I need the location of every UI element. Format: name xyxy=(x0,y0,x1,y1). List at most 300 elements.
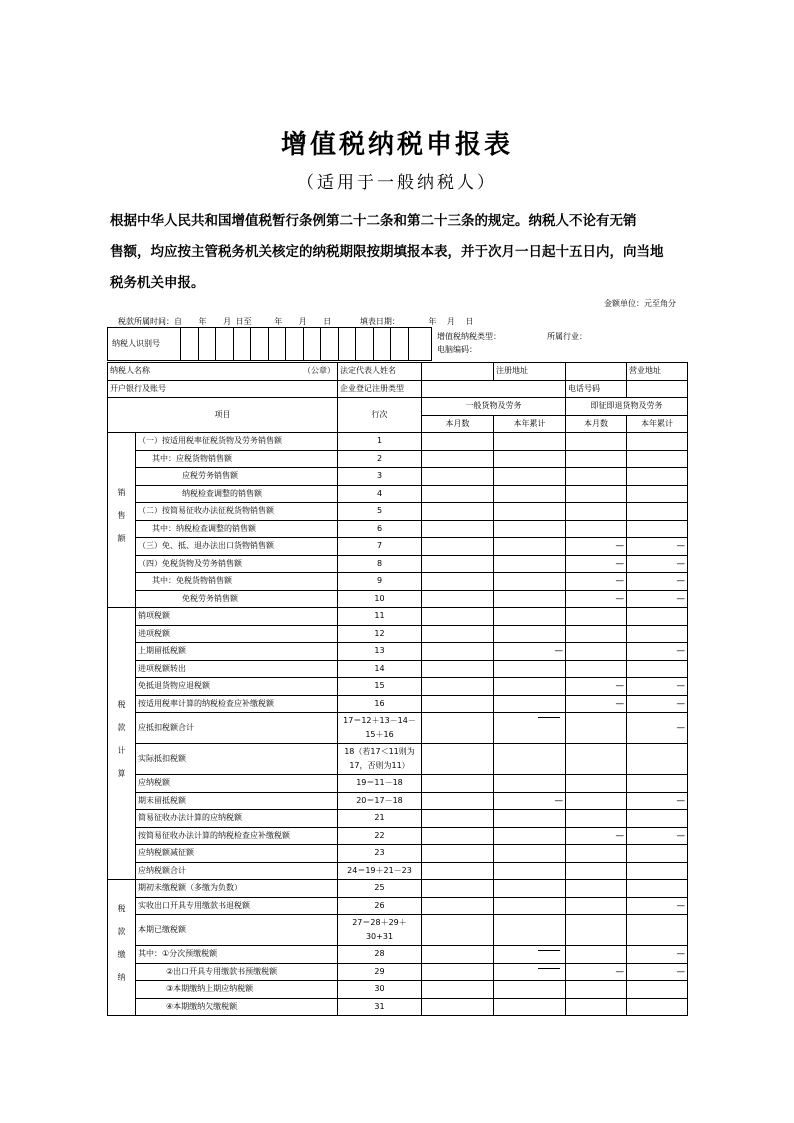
cell-refund-ytd xyxy=(627,555,688,573)
cell-general-this-month[interactable] xyxy=(422,520,494,538)
row-item-label: 纳税检查调整的销售额 xyxy=(136,485,338,503)
cell-refund-ytd[interactable] xyxy=(627,998,688,1016)
row-item-label: 本期已缴税额 xyxy=(136,915,338,946)
not-applicable-dash: ---- xyxy=(676,558,684,568)
col-header-ytd: 本年累计 xyxy=(627,415,688,433)
fill-month[interactable]: 月 xyxy=(446,317,455,326)
table-row xyxy=(108,433,688,451)
cell-refund-this-month[interactable] xyxy=(566,946,627,964)
taxpayer-info xyxy=(437,330,587,356)
col-header-ytd: 本年累计 xyxy=(494,415,566,433)
cell-general-this-month[interactable] xyxy=(422,450,494,468)
cell-refund-ytd[interactable] xyxy=(627,520,688,538)
cell-general-ytd[interactable] xyxy=(494,880,566,898)
not-applicable-dash: ---- xyxy=(676,723,684,732)
cell-refund-ytd[interactable] xyxy=(627,775,688,793)
col-header-refund: 即征即退货物及劳务 xyxy=(566,398,688,416)
row-item-label: （四）免税货物及劳务销售额 xyxy=(136,555,338,573)
cell-refund-ytd xyxy=(627,963,688,981)
row-line-number: 15 xyxy=(338,678,422,696)
row-item-label: 按简易征收办法计算的纳税检查应补缴税额 xyxy=(136,827,338,845)
cell-refund-ytd xyxy=(627,897,688,915)
col-header-item: 项目 xyxy=(108,398,338,433)
cell-general-ytd[interactable] xyxy=(494,897,566,915)
row-line-number: 20＝17－18 xyxy=(338,792,422,810)
taxpayer-id-digit-cell[interactable] xyxy=(233,328,251,360)
taxpayer-id-digit-cell[interactable] xyxy=(285,328,303,360)
taxpayer-id-digit-cell[interactable] xyxy=(198,328,216,360)
cell-general-ytd xyxy=(494,946,566,964)
cell-general-this-month[interactable] xyxy=(422,695,494,713)
fill-year[interactable]: 年 xyxy=(428,317,437,326)
table-row xyxy=(108,503,688,521)
table-row xyxy=(108,845,688,863)
cell-refund-this-month xyxy=(566,827,627,845)
cell-general-ytd[interactable] xyxy=(494,485,566,503)
reg-address-value[interactable] xyxy=(566,363,627,381)
row-item-label: 按适用税率计算的纳税检查应补缴税额 xyxy=(136,695,338,713)
cell-refund-this-month xyxy=(566,678,627,696)
cell-general-this-month[interactable] xyxy=(422,981,494,999)
taxpayer-id-label: 纳税人识别号 xyxy=(112,339,160,348)
cell-general-ytd[interactable] xyxy=(494,862,566,880)
cell-refund-this-month[interactable] xyxy=(566,915,627,946)
row-line-number: 5 xyxy=(338,503,422,521)
cell-refund-ytd[interactable] xyxy=(627,810,688,828)
cell-refund-this-month[interactable] xyxy=(566,792,627,810)
row-line-number: 28 xyxy=(338,946,422,964)
cell-general-this-month[interactable] xyxy=(422,503,494,521)
cell-refund-ytd[interactable] xyxy=(627,485,688,503)
row-line-number: 18（若17＜11则为17，否则为11） xyxy=(338,744,422,775)
table-row xyxy=(108,713,688,744)
cell-refund-ytd[interactable] xyxy=(627,981,688,999)
cell-refund-ytd[interactable] xyxy=(627,433,688,451)
row-item-label: 免税劳务销售额 xyxy=(136,590,338,608)
phone-value[interactable] xyxy=(627,380,688,398)
row-line-number: 1 xyxy=(338,433,422,451)
table-row xyxy=(108,695,688,713)
cell-general-ytd xyxy=(494,792,566,810)
cell-refund-ytd[interactable] xyxy=(627,845,688,863)
not-applicable-dash: ---- xyxy=(676,830,684,840)
cell-refund-ytd[interactable] xyxy=(627,450,688,468)
cell-refund-this-month[interactable] xyxy=(566,998,627,1016)
taxpayer-id-digit-cell[interactable] xyxy=(268,328,286,360)
table-row xyxy=(108,450,688,468)
period-month-from[interactable]: 月 xyxy=(223,317,232,326)
cell-general-ytd[interactable] xyxy=(494,810,566,828)
taxpayer-id-digit-cell[interactable] xyxy=(215,328,233,360)
row-item-label: 实收出口开具专用缴款书退税额 xyxy=(136,897,338,915)
cell-refund-this-month xyxy=(566,590,627,608)
cell-general-ytd[interactable] xyxy=(494,678,566,696)
table-row xyxy=(108,998,688,1016)
computer-code-label: 电脑编码： xyxy=(437,345,477,354)
cell-general-this-month[interactable] xyxy=(422,880,494,898)
cell-refund-ytd[interactable] xyxy=(627,744,688,775)
cell-refund-this-month[interactable] xyxy=(566,845,627,863)
not-applicable-line xyxy=(538,717,560,718)
not-applicable-dash: ---- xyxy=(676,949,684,959)
cell-general-ytd[interactable] xyxy=(494,538,566,556)
row-line-number: 14 xyxy=(338,660,422,678)
cell-refund-this-month[interactable] xyxy=(566,643,627,661)
cell-refund-ytd xyxy=(627,643,688,661)
cell-general-ytd[interactable] xyxy=(494,608,566,626)
legal-rep-label: 法定代表人姓名 xyxy=(338,363,422,381)
cell-refund-ytd xyxy=(627,538,688,556)
amount-unit: 金额单位：元至角分 xyxy=(604,299,676,308)
row-line-number: 11 xyxy=(338,608,422,626)
taxpayer-id-digit-cell[interactable] xyxy=(338,328,356,360)
biz-address-label: 营业地址 xyxy=(627,363,688,381)
cell-general-ytd xyxy=(494,713,566,744)
col-header-this-month: 本月数 xyxy=(422,415,494,433)
cell-general-this-month[interactable] xyxy=(422,862,494,880)
row-item-label: 应税劳务销售额 xyxy=(136,468,338,486)
cell-refund-ytd[interactable] xyxy=(627,625,688,643)
row-item-label: ②出口开具专用缴款书预缴税额 xyxy=(136,963,338,981)
cell-general-this-month[interactable] xyxy=(422,998,494,1016)
taxpayer-name-cell[interactable] xyxy=(108,363,338,381)
not-applicable-dash: ---- xyxy=(615,966,623,976)
row-item-label: 期初未缴税额（多缴为负数） xyxy=(136,880,338,898)
table-row xyxy=(108,485,688,503)
cell-general-this-month[interactable] xyxy=(422,845,494,863)
period-month-to[interactable]: 月 xyxy=(298,317,307,326)
table-row xyxy=(108,880,688,898)
table-row xyxy=(108,538,688,556)
cell-refund-ytd[interactable] xyxy=(627,915,688,946)
taxpayer-id-box xyxy=(107,327,432,361)
row-item-label: 进项税额转出 xyxy=(136,660,338,678)
row-line-number: 19＝11－18 xyxy=(338,775,422,793)
taxpayer-id-digit-cell[interactable] xyxy=(390,328,408,360)
table-row xyxy=(108,963,688,981)
cell-general-this-month[interactable] xyxy=(422,643,494,661)
row-line-number: 27＝28＋29＋30+31 xyxy=(338,915,422,946)
cell-refund-ytd[interactable] xyxy=(627,468,688,486)
cell-refund-ytd[interactable] xyxy=(627,608,688,626)
cell-general-this-month[interactable] xyxy=(422,468,494,486)
reg-address-label: 注册地址 xyxy=(494,363,566,381)
row-line-number: 23 xyxy=(338,845,422,863)
cell-refund-ytd xyxy=(627,713,688,744)
period-year-from[interactable]: 年 xyxy=(198,317,207,326)
cell-general-ytd[interactable] xyxy=(494,450,566,468)
taxpayer-id-digit-cell[interactable] xyxy=(250,328,268,360)
cell-general-this-month[interactable] xyxy=(422,538,494,556)
not-applicable-dash: ---- xyxy=(554,646,562,656)
cell-general-this-month[interactable] xyxy=(422,744,494,775)
cell-refund-this-month[interactable] xyxy=(566,981,627,999)
cell-general-this-month[interactable] xyxy=(422,608,494,626)
row-item-label: 其中：免税货物销售额 xyxy=(136,573,338,591)
cell-general-ytd[interactable] xyxy=(494,555,566,573)
cell-general-ytd[interactable] xyxy=(494,573,566,591)
table-row xyxy=(108,827,688,845)
cell-general-this-month[interactable] xyxy=(422,963,494,981)
bank-account-label: 开户银行及账号 xyxy=(108,380,338,398)
cell-refund-this-month[interactable] xyxy=(566,485,627,503)
table-row xyxy=(108,573,688,591)
taxpayer-id-digit-cell[interactable] xyxy=(373,328,391,360)
not-applicable-dash: ---- xyxy=(554,795,562,805)
row-item-label: 应纳税额合计 xyxy=(136,862,338,880)
cell-refund-this-month xyxy=(566,695,627,713)
period-day-to[interactable]: 日至 xyxy=(235,317,252,326)
cell-general-ytd[interactable] xyxy=(494,590,566,608)
row-line-number: 4 xyxy=(338,485,422,503)
cell-refund-ytd xyxy=(627,946,688,964)
taxpayer-name-label: 纳税人名称 xyxy=(110,366,150,376)
row-item-label: 实际抵扣税额 xyxy=(136,744,338,775)
cell-refund-ytd xyxy=(627,573,688,591)
cell-general-ytd[interactable] xyxy=(494,998,566,1016)
cell-refund-this-month[interactable] xyxy=(566,608,627,626)
not-applicable-dash: ---- xyxy=(615,558,623,568)
cell-general-this-month[interactable] xyxy=(422,810,494,828)
row-line-number: 6 xyxy=(338,520,422,538)
cell-general-ytd[interactable] xyxy=(494,775,566,793)
cell-general-this-month[interactable] xyxy=(422,555,494,573)
cell-general-this-month[interactable] xyxy=(422,678,494,696)
row-item-label: 进项税额 xyxy=(136,625,338,643)
cell-refund-this-month[interactable] xyxy=(566,880,627,898)
table-row xyxy=(108,897,688,915)
cell-refund-this-month[interactable] xyxy=(566,713,627,744)
form-title: 增值税纳税申报表 xyxy=(280,130,513,160)
row-line-number: 8 xyxy=(338,555,422,573)
row-line-number: 12 xyxy=(338,625,422,643)
cell-general-this-month[interactable] xyxy=(422,775,494,793)
cell-general-this-month[interactable] xyxy=(422,590,494,608)
not-applicable-dash: ---- xyxy=(615,593,623,603)
group-label-tax-calc: 税 款 计 算 xyxy=(108,608,136,880)
cell-refund-this-month[interactable] xyxy=(566,810,627,828)
intro-paragraph xyxy=(110,206,688,299)
cell-general-this-month[interactable] xyxy=(422,827,494,845)
col-header-line: 行次 xyxy=(338,398,422,433)
taxpayer-id-digit-cells[interactable] xyxy=(180,328,425,360)
intro-line: 根据中华人民共和国增值税暂行条例第二十二条和第二十三条的规定。纳税人不论有无销 xyxy=(110,213,637,229)
cell-general-this-month[interactable] xyxy=(422,946,494,964)
table-row xyxy=(108,775,688,793)
row-item-label: 销项税额 xyxy=(136,608,338,626)
table-row xyxy=(108,946,688,964)
row-line-number: 31 xyxy=(338,998,422,1016)
cell-general-ytd[interactable] xyxy=(494,520,566,538)
row-item-label: ③本期缴纳上期应纳税额 xyxy=(136,981,338,999)
table-row xyxy=(108,643,688,661)
taxpayer-id-digit-cell[interactable] xyxy=(303,328,321,360)
cell-general-ytd[interactable] xyxy=(494,915,566,946)
row-line-number: 21 xyxy=(338,810,422,828)
cell-refund-ytd xyxy=(627,695,688,713)
cell-refund-ytd xyxy=(627,678,688,696)
cell-general-ytd[interactable] xyxy=(494,625,566,643)
cell-refund-this-month[interactable] xyxy=(566,862,627,880)
row-line-number: 17＝12＋13－14－15＋16 xyxy=(338,713,422,744)
row-item-label: 应抵扣税额合计 xyxy=(136,713,338,744)
cell-refund-this-month[interactable] xyxy=(566,450,627,468)
reg-type-value[interactable] xyxy=(422,380,566,398)
cell-general-ytd[interactable] xyxy=(494,503,566,521)
table-row xyxy=(108,792,688,810)
table-row xyxy=(108,862,688,880)
row-line-number: 24＝19＋21－23 xyxy=(338,862,422,880)
row-line-number: 22 xyxy=(338,827,422,845)
cell-general-this-month[interactable] xyxy=(422,485,494,503)
table-row xyxy=(108,744,688,775)
table-row xyxy=(108,590,688,608)
phone-label: 电话号码 xyxy=(566,380,627,398)
cell-general-this-month[interactable] xyxy=(422,915,494,946)
row-item-label: 免抵退货物应退税额 xyxy=(136,678,338,696)
not-applicable-dash: ---- xyxy=(676,966,684,976)
not-applicable-dash: ---- xyxy=(676,646,684,656)
row-line-number: 13 xyxy=(338,643,422,661)
row-line-number: 30 xyxy=(338,981,422,999)
cell-refund-this-month[interactable] xyxy=(566,468,627,486)
row-line-number: 10 xyxy=(338,590,422,608)
cell-general-ytd[interactable] xyxy=(494,744,566,775)
vat-return-table xyxy=(107,362,688,1016)
not-applicable-dash: ---- xyxy=(615,698,623,708)
row-item-label: 应纳税额减征额 xyxy=(136,845,338,863)
cell-refund-this-month[interactable] xyxy=(566,897,627,915)
row-item-label: 简易征收办法计算的应纳税额 xyxy=(136,810,338,828)
table-row xyxy=(108,468,688,486)
cell-general-ytd[interactable] xyxy=(494,845,566,863)
tax-period-line xyxy=(118,316,473,327)
legal-rep-value[interactable] xyxy=(422,363,494,381)
row-item-label: 应纳税额 xyxy=(136,775,338,793)
cell-general-ytd[interactable] xyxy=(494,433,566,451)
taxpayer-id-digit-cell[interactable] xyxy=(180,328,198,360)
cell-general-ytd[interactable] xyxy=(494,695,566,713)
not-applicable-dash: ---- xyxy=(676,900,684,910)
not-applicable-dash: ---- xyxy=(615,830,623,840)
vat-type-label: 增值税纳税类型： xyxy=(437,332,501,341)
cell-refund-this-month[interactable] xyxy=(566,433,627,451)
row-item-label: ④本期缴纳欠缴税额 xyxy=(136,998,338,1016)
intro-line: 税务机关申报。 xyxy=(110,275,205,291)
row-line-number: 3 xyxy=(338,468,422,486)
taxpayer-id-block xyxy=(107,327,687,361)
not-applicable-dash: ---- xyxy=(676,593,684,603)
reg-type-label: 企业登记注册类型 xyxy=(338,380,422,398)
cell-general-ytd[interactable] xyxy=(494,468,566,486)
not-applicable-line xyxy=(538,950,560,951)
cell-refund-this-month[interactable] xyxy=(566,520,627,538)
not-applicable-dash: ---- xyxy=(676,681,684,691)
not-applicable-line xyxy=(538,968,560,969)
group-label-tax-payment: 税 款 缴 纳 xyxy=(108,880,136,1016)
row-item-label: 期末留抵税额 xyxy=(136,792,338,810)
cell-general-this-month[interactable] xyxy=(422,660,494,678)
not-applicable-dash: ---- xyxy=(676,576,684,586)
taxpayer-id-digit-cell[interactable] xyxy=(408,328,426,360)
not-applicable-dash: ---- xyxy=(676,795,684,805)
taxpayer-id-digit-cell[interactable] xyxy=(355,328,373,360)
form-subtitle: （适用于一般纳税人） xyxy=(297,173,497,193)
table-row xyxy=(108,660,688,678)
cell-general-this-month[interactable] xyxy=(422,625,494,643)
row-item-label: 上期留抵税额 xyxy=(136,643,338,661)
table-row xyxy=(108,981,688,999)
cell-refund-ytd[interactable] xyxy=(627,503,688,521)
cell-general-ytd[interactable] xyxy=(494,660,566,678)
cell-refund-this-month[interactable] xyxy=(566,660,627,678)
row-line-number: 26 xyxy=(338,897,422,915)
row-line-number: 16 xyxy=(338,695,422,713)
fill-date-label: 填表日期： xyxy=(359,317,400,326)
not-applicable-dash: ---- xyxy=(676,698,684,708)
row-item-label: （三）免、抵、退办法出口货物销售额 xyxy=(136,538,338,556)
cell-refund-ytd[interactable] xyxy=(627,660,688,678)
table-row xyxy=(108,810,688,828)
cell-refund-this-month[interactable] xyxy=(566,503,627,521)
row-line-number: 2 xyxy=(338,450,422,468)
intro-line: 售额，均应按主管税务机关核定的纳税期限按期填报本表，并于次月一日起十五日内，向当地 xyxy=(110,244,664,260)
not-applicable-dash: ---- xyxy=(615,576,623,586)
cell-refund-ytd[interactable] xyxy=(627,862,688,880)
cell-general-this-month[interactable] xyxy=(422,573,494,591)
cell-refund-this-month xyxy=(566,573,627,591)
cell-general-ytd xyxy=(494,963,566,981)
col-header-this-month: 本月数 xyxy=(566,415,627,433)
row-line-number: 9 xyxy=(338,573,422,591)
row-item-label: （一）按适用税率征税货物及劳务销售额 xyxy=(136,433,338,451)
seal-label: （公章） xyxy=(303,366,335,376)
row-item-label: （二）按简易征收办法征税货物销售额 xyxy=(136,503,338,521)
taxpayer-id-digit-cell[interactable] xyxy=(320,328,338,360)
table-row xyxy=(108,608,688,626)
row-line-number: 7 xyxy=(338,538,422,556)
group-label-sales: 销 售 额 xyxy=(108,433,136,608)
period-year-to[interactable]: 年 xyxy=(274,317,283,326)
cell-general-ytd[interactable] xyxy=(494,981,566,999)
cell-general-this-month[interactable] xyxy=(422,713,494,744)
table-row xyxy=(108,555,688,573)
row-line-number: 29 xyxy=(338,963,422,981)
cell-refund-ytd[interactable] xyxy=(627,880,688,898)
not-applicable-dash: ---- xyxy=(615,541,623,551)
cell-refund-ytd xyxy=(627,827,688,845)
not-applicable-dash: ---- xyxy=(676,541,684,551)
fill-day[interactable]: 日 xyxy=(465,317,474,326)
cell-refund-this-month[interactable] xyxy=(566,625,627,643)
table-row xyxy=(108,915,688,946)
cell-refund-this-month[interactable] xyxy=(566,775,627,793)
period-day-end[interactable]: 日 xyxy=(323,317,332,326)
cell-general-ytd xyxy=(494,643,566,661)
cell-general-this-month[interactable] xyxy=(422,792,494,810)
cell-refund-this-month xyxy=(566,555,627,573)
table-row xyxy=(108,625,688,643)
cell-refund-this-month[interactable] xyxy=(566,744,627,775)
not-applicable-dash: ---- xyxy=(615,681,623,691)
cell-refund-ytd xyxy=(627,792,688,810)
cell-refund-this-month xyxy=(566,538,627,556)
cell-general-this-month[interactable] xyxy=(422,897,494,915)
cell-general-ytd[interactable] xyxy=(494,827,566,845)
period-label: 税款所属时间：自 xyxy=(118,317,182,326)
cell-general-this-month[interactable] xyxy=(422,433,494,451)
table-row xyxy=(108,678,688,696)
